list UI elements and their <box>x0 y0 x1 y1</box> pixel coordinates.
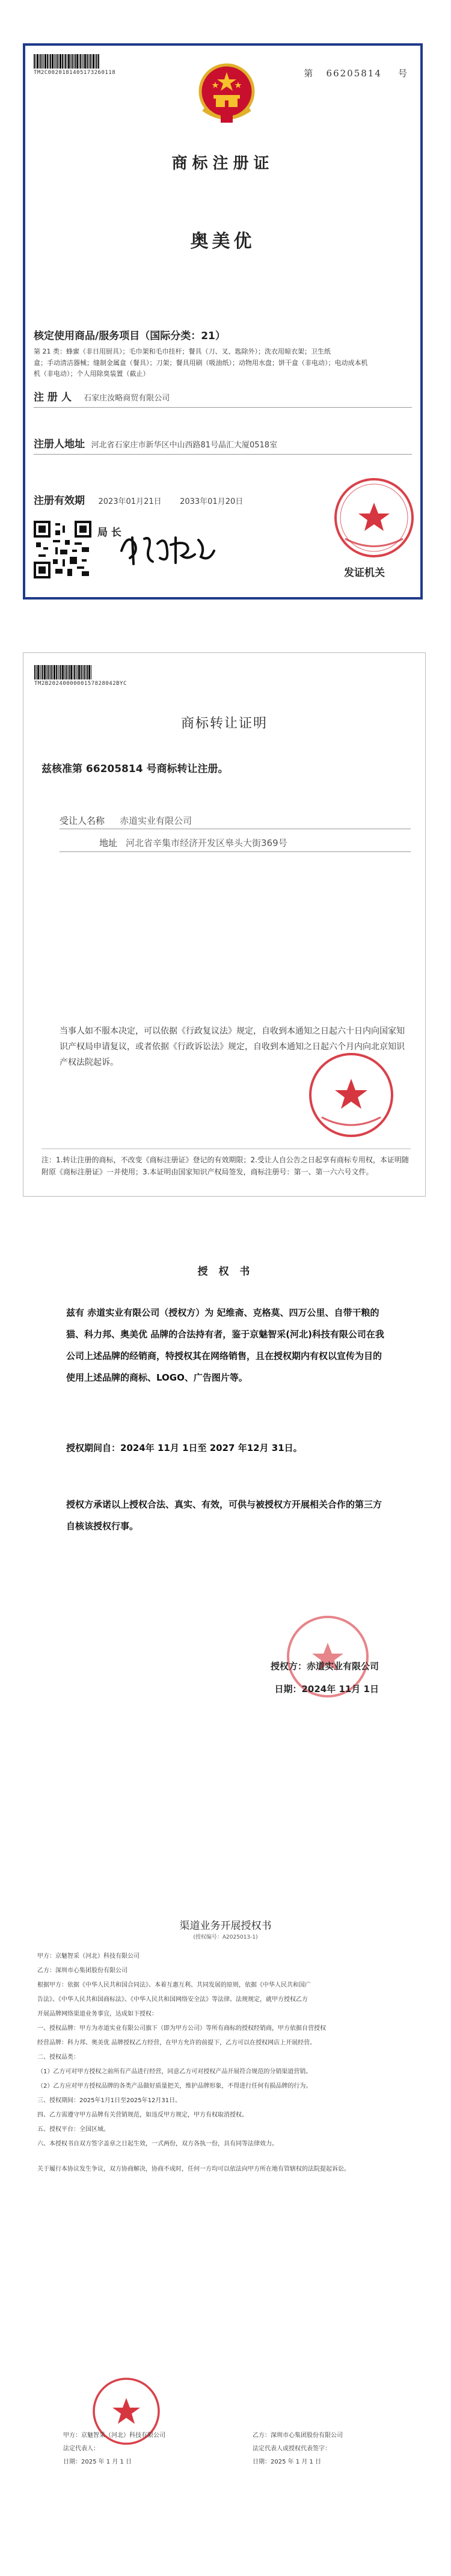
party-a: 甲方：京魅智采（河北）科技有限公司 <box>37 1953 140 1960</box>
channel-line: 二、授权品类： <box>37 2054 79 2061</box>
channel-closing: 关于履行本协议发生争议，双方协商解决，协商不成时，任何一方均可以依法向甲方所在地有管辖权的法院提起诉讼。 <box>37 2166 350 2173</box>
barcode-icon <box>34 665 127 679</box>
registrant-address-row: 注册人地址 河北省石家庄市新华区中山西路81号晶汇大厦0518室 <box>34 435 412 455</box>
assignee-address: 河北省辛集市经济开发区皋头大街369号 <box>126 838 287 848</box>
authorization-date: 日期：2024年 11月 1日 <box>274 1684 379 1694</box>
transfer-title: 商标转让证明 <box>180 716 268 731</box>
qr-code-icon <box>34 521 91 578</box>
transfer-certificate <box>23 652 426 1197</box>
barcode-text: TM2C0020181405173260118 <box>34 70 116 76</box>
director-signature-icon <box>115 527 218 569</box>
channel-number: (授权编号：A2025013-1) <box>193 1934 258 1940</box>
transfer-body-text: 当事人如不服本决定，可以依据《行政复议法》规定，自收到本通知之日起六十日内向国家知识产权局申请复议，或者依据《行政诉讼法》规定，自收到本通知之日起六个月内向北京知识产权法院起诉。 <box>60 1026 405 1067</box>
transfer-barcode <box>34 665 127 687</box>
channel-line: 开展品牌网络渠道业务事宜，达成如下授权： <box>37 2011 158 2017</box>
assignee-name-row: 受让人名称 赤道实业有限公司 <box>60 815 192 826</box>
director-label: 局 长 <box>97 527 121 539</box>
authorization-title: 授 权 书 <box>197 1266 254 1278</box>
channel-line: 告法》、《中华人民共和国商标法》、《中华人民共和国网络安全法》等法律、法规规定，就甲方授权乙方 <box>37 1996 308 2003</box>
validity-start: 2023年01月21日 <box>98 497 162 506</box>
channel-line: 六、本授权书自双方签字盖章之日起生效，一式两份，双方各执一份，具有同等法律效力。 <box>37 2141 278 2147</box>
channel-body <box>37 1949 414 2177</box>
channel-line: 一、授权品牌：甲方为赤道实业有限公司旗下（即为甲方公司）等所有商标的授权经销商，甲方依据自营授权 <box>37 2025 326 2032</box>
trademark-brand-name: 奥美优 <box>190 231 256 252</box>
registrant-row: 注 册 人 石家庄汝略商贸有限公司 <box>34 388 412 408</box>
channel-line: 经营品牌：科力邦、奥美优 品牌授权乙方经营，在甲方允许的前提下，乙方可以在授权网店上开展经营。 <box>37 2040 316 2046</box>
authorization-commitment: 授权方承诺以上授权合法、真实、有效，可供与被授权方开展相关合作的第三方自核该授权行事。 <box>66 1499 382 1532</box>
authorization-letter-page <box>0 1239 451 1876</box>
certificate-title: 商标注册证 <box>171 155 274 173</box>
trademark-certificate <box>23 43 423 600</box>
goods-class-heading: 核定使用商品/服务项目（国际分类：21） <box>34 330 226 342</box>
official-seal-icon <box>332 476 416 560</box>
authorization-period: 授权期间自：2024年 11月 1日至 2027 年12月 31日。 <box>66 1443 302 1453</box>
party-a-signature-block: 甲方：京魅智采（河北）科技有限公司 法定代表人： 日期：2025 年 1 月 1 日 <box>63 2432 165 2465</box>
grantor-name: 赤道实业有限公司 <box>306 1661 379 1672</box>
certificate-barcode <box>34 54 115 76</box>
channel-line: 三、授权期间：2025年1月1日至2025年12月31日。 <box>37 2097 182 2104</box>
party-b: 乙方：深圳市心集团股份有限公司 <box>37 1967 127 1974</box>
assignee-address-row: 地址 河北省辛集市经济开发区皋头大街369号 <box>99 838 287 848</box>
channel-line: 五、授权平台：全国区域。 <box>37 2126 109 2133</box>
transfer-certificate-page <box>0 610 451 1212</box>
channel-line: 四、乙方需遵守甲方品牌有关营销规范，如违反甲方规定，甲方有权取消授权。 <box>37 2112 248 2118</box>
channel-authorization-page <box>0 1900 451 2576</box>
divider <box>60 851 411 852</box>
party-b-signature-block: 乙方：深圳市心集团股份有限公司 法定代表人或授权代表签字： 日期：2025 年 1 月 1 日 <box>253 2432 343 2465</box>
channel-title: 渠道业务开展授权书 <box>179 1920 272 1932</box>
official-seal-icon <box>306 1050 396 1140</box>
assignee-name: 赤道实业有限公司 <box>120 815 192 826</box>
registrant-address: 河北省石家庄市新华区中山西路81号晶汇大厦0518室 <box>91 441 278 450</box>
issuing-authority: 发证机关 <box>344 567 385 579</box>
authorization-paragraph: 兹有 赤道实业有限公司（授权方）为 妃维斋、克格莫、四万公里、自带干粮的猫、科力邦、奥美优 品牌的合法持有者，鉴于京魅智采(河北)科技有限公司在我公司上述品牌的经销商，特授权其在网络销售，且在授权期内有权以宣传为目的使用上述品牌的商标、LOGO、广告图片等。 <box>66 1307 384 1383</box>
goods-list: 第 21 类：蜂蜜（非日用厨具）；毛巾架和毛巾挂杆；餐具（刀、叉、匙除外）；洗衣用晾衣架；卫生纸 盒；手动清洁器械；缝制金属盒（餐具）；刀架；餐具用刷（吸油纸）；动物用水盘；饼干盒（非电动）；电动成本机 机（非电动）；个人用除臭装置（截止） <box>34 348 368 378</box>
validity-end: 2033年01月20日 <box>180 497 244 506</box>
validity-row: 注册有效期 2023年01月21日 2033年01月20日 <box>34 495 244 507</box>
barcode-icon <box>34 54 115 69</box>
channel-line: （1）乙方可对甲方授权之前所有产品进行经营，同意乙方可对授权产品开展符合规范的分销渠道营销。 <box>37 2068 312 2075</box>
transfer-footer-note: 注：1.转让注册的商标，不改变《商标注册证》登记的有效期限；2.受让人自公告之日起享有商标专用权，本证明随附原《商标注册证》一并使用；3.本证明由国家知识产权局签发，商标注册号：第一、第一六六号文件。 <box>41 1148 411 1178</box>
transfer-approval-note: 兹核准第 66205814 号商标转让注册。 <box>41 763 229 775</box>
trademark-certificate-page <box>0 0 451 610</box>
registrant-name: 石家庄汝略商贸有限公司 <box>84 394 170 403</box>
barcode-text: TM2B2024000000157828042BYC <box>34 681 127 687</box>
registration-number: 第 66205814 号 <box>304 68 408 79</box>
grantor-signature: 授权方：赤道实业有限公司 <box>270 1661 379 1672</box>
channel-line: （2）乙方应对甲方授权品牌的各类产品做好质量把关，维护品牌形象，不得进行任何有损品牌的行为。 <box>37 2083 312 2090</box>
national-emblem-icon <box>194 60 260 126</box>
channel-line: 根据甲方：依据《中华人民共和国合同法》、本着互惠互利、共同发展的原则，依据《中华人民共和国广 <box>37 1982 311 1989</box>
